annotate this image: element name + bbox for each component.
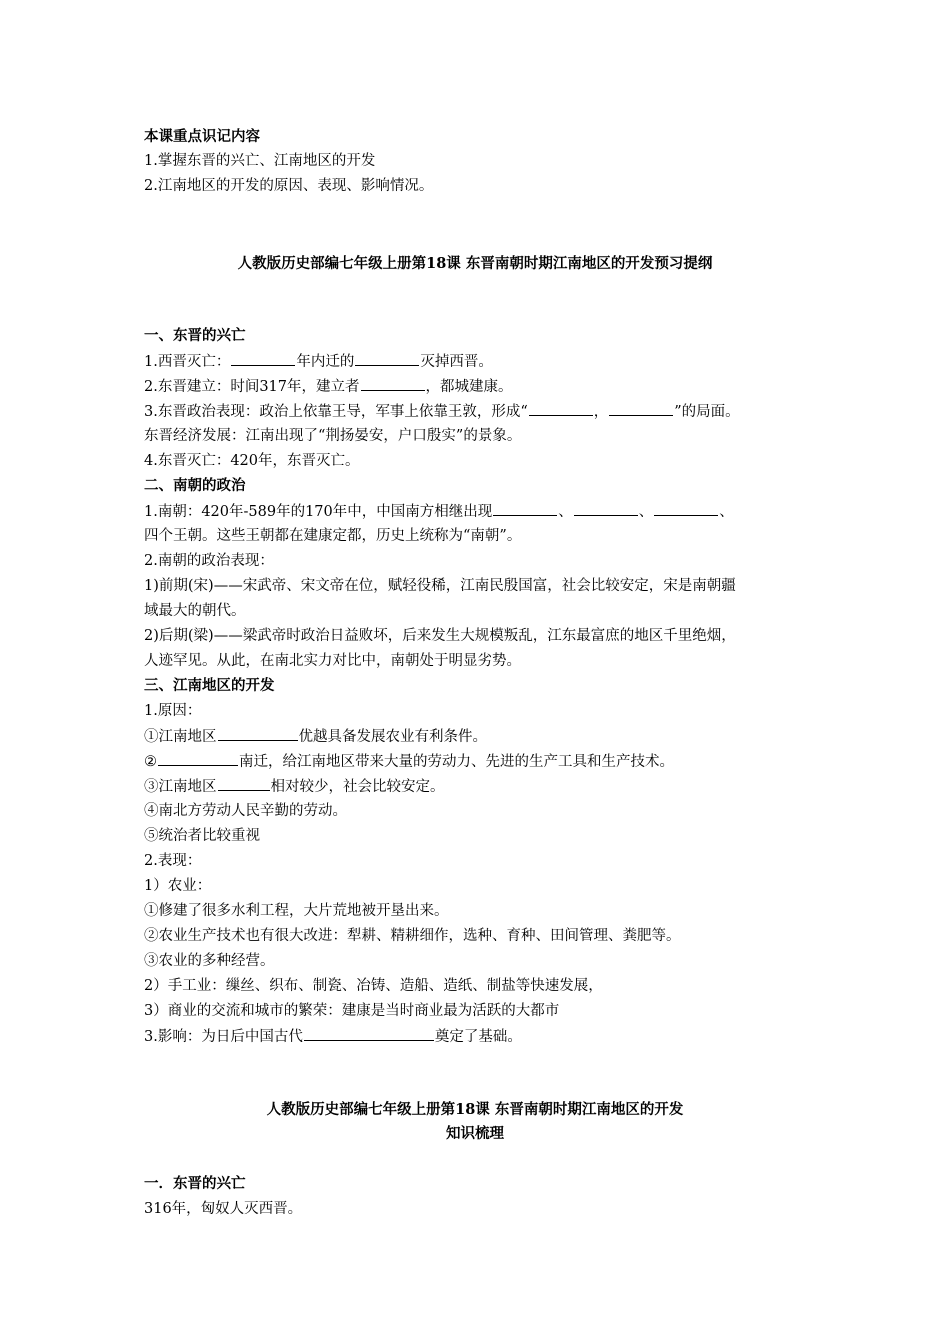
outline-line: ② 南迁，给江南地区带来大量的劳动力、先进的生产工具和生产技术。	[144, 751, 674, 772]
outline-line: 四个王朝。这些王朝都在建康定都，历史上统称为“南朝”。	[144, 528, 522, 544]
outline-line: 3）商业的交流和城市的繁荣：建康是当时商业最为活跃的大都市	[144, 1003, 560, 1019]
section-heading: 一．东晋的兴亡	[144, 1175, 246, 1192]
outline-line: 2.南朝的政治表现：	[144, 553, 274, 569]
outline-title: 人教版历史部编七年级上册第18课 东晋南朝时期江南地区的开发预习提纲	[237, 255, 713, 272]
outline-line: ①江南地区 优越具备发展农业有利条件。	[144, 726, 487, 747]
fill-blank	[355, 351, 419, 366]
outline-line: 1.西晋灭亡： 年内迁的 灭掉西晋。	[144, 351, 493, 372]
fill-blank	[304, 1026, 434, 1041]
fill-blank	[158, 751, 238, 766]
key-points-heading: 本课重点识记内容	[144, 128, 260, 145]
outline-line: 1.南朝：420年-589年的170年中，中国南方相继出现 、 、 、	[144, 501, 734, 522]
knowledge-subtitle: 知识梳理	[446, 1125, 504, 1142]
section-heading: 二、南朝的政治	[144, 477, 246, 494]
fill-blank	[218, 726, 298, 741]
outline-line: ⑤统治者比较重视	[144, 828, 260, 844]
outline-line: ③江南地区 相对较少，社会比较安定。	[144, 776, 445, 797]
outline-line: 1)前期(宋)——宋武帝、宋文帝在位，赋轻役稀，江南民殷国富，社会比较安定，宋是南朝疆	[144, 578, 736, 594]
knowledge-line: 316年，匈奴人灭西晋。	[144, 1201, 303, 1217]
fill-blank	[529, 401, 593, 416]
outline-line: ②农业生产技术也有很大改进：犁耕、精耕细作，选种、育种、田间管理、粪肥等。	[144, 928, 681, 944]
outline-line: 1.原因：	[144, 703, 202, 719]
fill-blank	[574, 501, 638, 516]
fill-blank	[654, 501, 718, 516]
outline-line: ①修建了很多水利工程，大片荒地被开垦出来。	[144, 903, 449, 919]
outline-line: 东晋经济发展：江南出现了“荆扬晏安，户口殷实”的景象。	[144, 428, 522, 444]
outline-line: 2.东晋建立：时间317年，建立者 ，都城建康。	[144, 376, 513, 397]
section-heading: 三、江南地区的开发	[144, 677, 275, 694]
knowledge-title: 人教版历史部编七年级上册第18课 东晋南朝时期江南地区的开发	[266, 1101, 684, 1118]
outline-line: 域最大的朝代。	[144, 603, 246, 619]
outline-line: ④南北方劳动人民辛勤的劳动。	[144, 803, 347, 819]
outline-line: 2）手工业：缫丝、织布、制瓷、冶铸、造船、造纸、制盐等快速发展，	[144, 978, 603, 994]
outline-line: 人迹罕见。从此，在南北实力对比中，南朝处于明显劣势。	[144, 653, 521, 669]
key-point-item: 1.掌握东晋的兴亡、江南地区的开发	[144, 153, 376, 169]
outline-line: 2)后期(梁)——梁武帝时政治日益败坏，后来发生大规模叛乱，江东最富庶的地区千里绝烟，	[144, 628, 736, 644]
fill-blank	[493, 501, 557, 516]
outline-line: 3.影响：为日后中国古代 奠定了基础。	[144, 1026, 522, 1047]
fill-blank	[231, 351, 295, 366]
fill-blank	[218, 776, 270, 791]
fill-blank	[609, 401, 673, 416]
outline-line: ③农业的多种经营。	[144, 953, 275, 969]
key-point-item: 2.江南地区的开发的原因、表现、影响情况。	[144, 178, 434, 194]
outline-line: 2.表现：	[144, 853, 202, 869]
section-heading: 一、东晋的兴亡	[144, 327, 246, 344]
fill-blank	[361, 376, 425, 391]
outline-line: 1）农业：	[144, 878, 212, 894]
outline-line: 3.东晋政治表现：政治上依靠王导，军事上依靠王敦，形成“ ， ”的局面。	[144, 401, 740, 422]
outline-line: 4.东晋灭亡：420年，东晋灭亡。	[144, 453, 360, 469]
